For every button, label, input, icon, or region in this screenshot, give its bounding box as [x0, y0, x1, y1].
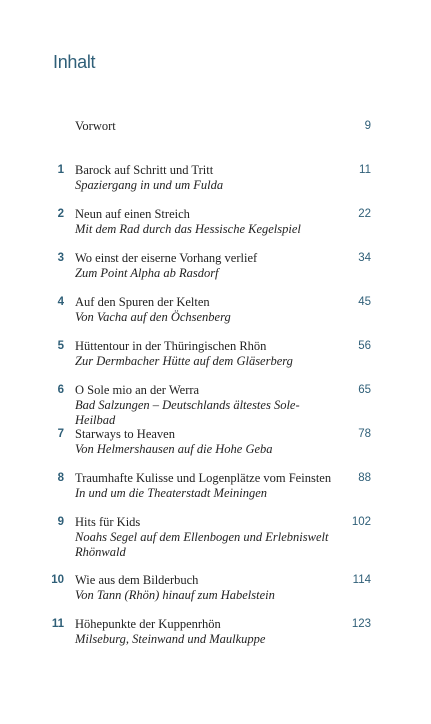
toc-entry-text [75, 573, 330, 603]
toc-entry-title: Barock auf Schritt und Tritt [75, 163, 214, 177]
toc-entry-subtitle: In und um die Theaterstadt Meiningen [75, 486, 267, 500]
toc-entry-page-number: 114 [352, 574, 371, 586]
toc-entry-subtitle: Spaziergang in und um Fulda [75, 178, 224, 192]
toc-entry-subtitle: Noahs Segel auf dem Ellenbogen und Erlebniswelt Rhönwald [75, 530, 329, 559]
toc-entry-text [75, 163, 330, 193]
toc-entry-page-number: 34 [358, 252, 371, 264]
toc-entry-title: Vorwort [75, 119, 116, 133]
toc-entry-text [75, 295, 330, 325]
toc-entry-text [75, 207, 330, 237]
toc-entry-preface [75, 119, 371, 137]
toc-entry-number: 8 [57, 472, 64, 484]
toc-entry-subtitle: Zur Dermbacher Hütte auf dem Gläserberg [75, 354, 293, 368]
toc-entry-subtitle: Milseburg, Steinwand und Maulkuppe [75, 632, 266, 646]
toc-entry-subtitle: Von Vacha auf den Öchsenberg [75, 310, 231, 324]
toc-entry-text [75, 251, 330, 281]
toc-entry-text [75, 471, 330, 501]
toc-entry-number: 3 [57, 252, 64, 264]
toc-entry-page-number: 65 [358, 384, 371, 396]
toc-entry-text [75, 515, 330, 560]
page-title: Inhalt [53, 52, 96, 72]
toc-entry-page-number: 11 [359, 164, 371, 176]
toc-entry-number: 6 [57, 384, 64, 396]
toc-entry-subtitle: Bad Salzungen – Deutschlands ältestes Sole-Heilbad [75, 398, 300, 427]
toc-entry-title: Starways to Heaven [75, 427, 175, 441]
toc-entry-title: Höhepunkte der Kuppenrhön [75, 617, 221, 631]
toc-entry-subtitle: Von Tann (Rhön) hinauf zum Habelstein [75, 588, 275, 602]
toc-entry-number: 11 [51, 618, 64, 630]
toc-entry-title: Auf den Spuren der Kelten [75, 295, 210, 309]
toc-entry-number: 4 [57, 296, 64, 308]
toc-entry-number: 1 [57, 164, 64, 176]
toc-entry-number: 5 [57, 340, 64, 352]
toc-entry-number: 2 [57, 208, 64, 220]
toc-entry-title: Wie aus dem Bilderbuch [75, 573, 199, 587]
toc-entry-subtitle: Mit dem Rad durch das Hessische Kegelspiel [75, 222, 301, 236]
toc-entry-title: Hüttentour in der Thüringischen Rhön [75, 339, 267, 353]
toc-entry-page-number: 45 [358, 296, 371, 308]
toc-entry-text [75, 339, 330, 369]
toc-entry-page-number: 22 [358, 208, 371, 220]
toc-entry-title: Traumhafte Kulisse und Logenplätze vom Feinsten [75, 471, 332, 485]
toc-entry-page-number: 102 [351, 516, 371, 528]
toc-entry-subtitle: Zum Point Alpha ab Rasdorf [75, 266, 219, 280]
toc-entry-page-number: 56 [358, 340, 371, 352]
toc-entry-title: Hits für Kids [75, 515, 141, 529]
toc-entry-number: 10 [51, 574, 64, 586]
toc-entry-title: Wo einst der eiserne Vorhang verlief [75, 251, 258, 265]
toc-entry-number: 9 [57, 516, 64, 528]
toc-entry-text [75, 427, 330, 457]
toc-entry-page-number: 123 [351, 618, 371, 630]
toc-entry-title: Neun auf einen Streich [75, 207, 190, 221]
toc-entry-subtitle: Von Helmershausen auf die Hohe Geba [75, 442, 273, 456]
toc-entry-text [75, 617, 330, 647]
toc-entry-page-number: 9 [364, 120, 371, 132]
toc-entry-text [75, 383, 330, 428]
toc-entry-page-number: 78 [358, 428, 371, 440]
toc-entry-title: O Sole mio an der Werra [75, 383, 200, 397]
toc-entry-page-number: 88 [358, 472, 371, 484]
toc-entry-number: 7 [57, 428, 64, 440]
